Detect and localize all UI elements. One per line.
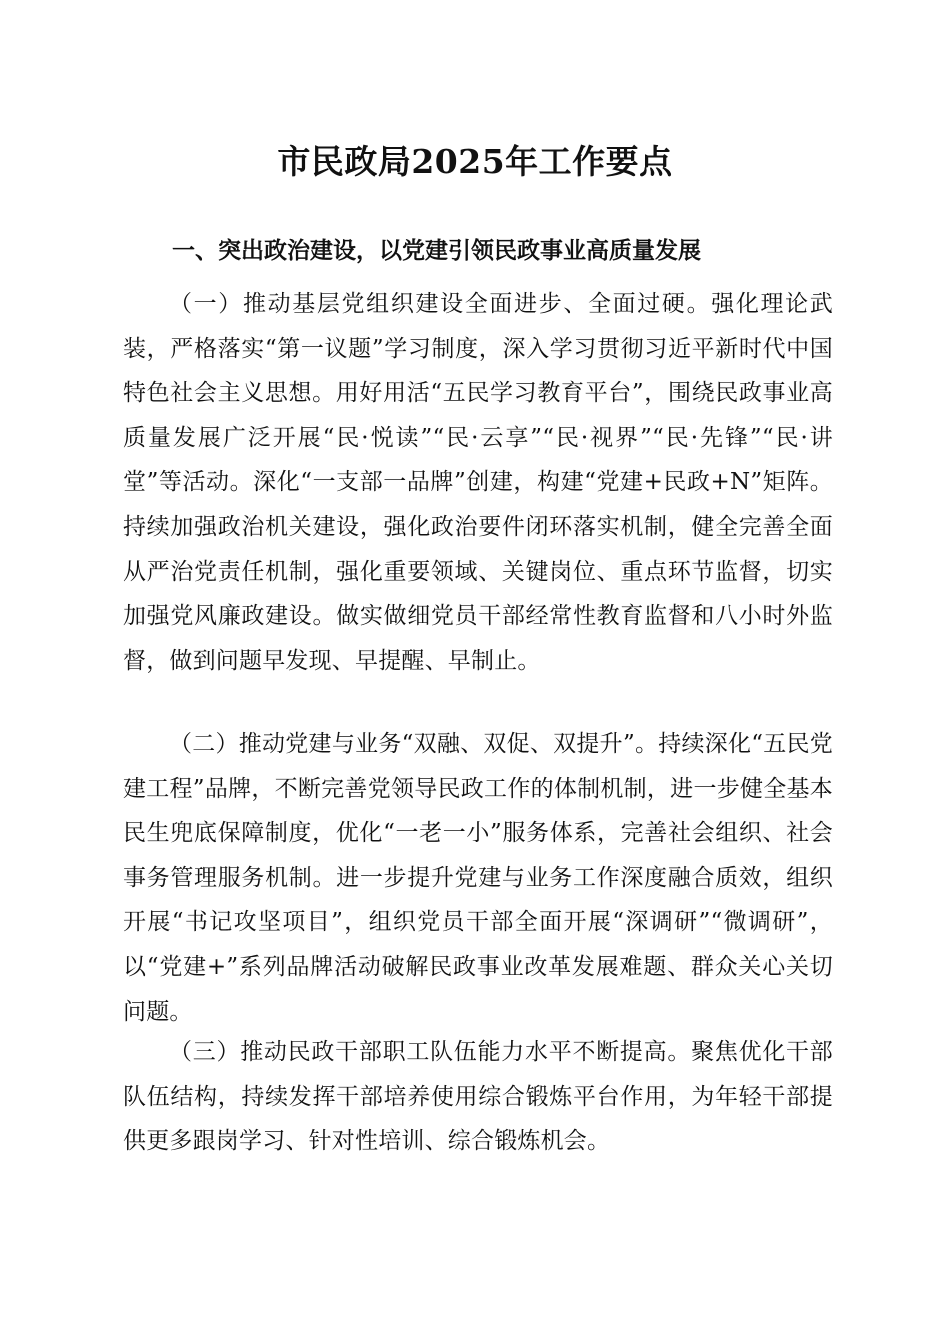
document-title: 市民政局2025年工作要点 — [277, 142, 673, 181]
paragraph-party-organization: （一）推动基层党组织建设全面进步、全面过硬。强化理论武装，严格落实“第一议题”学习制度，深入学习贯彻习近平新时代中国特色社会主义思想。用好用活“五民学习教育平台”，围绕民政事业高质量发展广泛开展“民·悦读”“民·云享”“民·视界”“民·先锋”“民·讲堂”等活动。深化“一支部一品牌”创建，构建“党建+民政+N”矩阵。持续加强政治机关建设，强化政治要件闭环落实机制，健全完善全面从严治党责任机制，强化重要领域、关键岗位、重点环节监督，切实加强党风廉政建设。做实做细党员干部经常性教育监督和八小时外监督，做到问题早发现、早提醒、早制止。 — [123, 291, 833, 674]
paragraph-party-business-integration: （二）推动党建与业务“双融、双促、双提升”。持续深化“五民党建工程”品牌，不断完善党领导民政工作的体制机制，进一步健全基本民生兜底保障制度，优化“一老一小”服务体系，完善社会组织、社会事务管理服务机制。进一步提升党建与业务工作深度融合质效，组织开展“书记攻坚项目”，组织党员干部全面开展“深调研”“微调研”，以“党建+”系列品牌活动破解民政事业改革发展难题、群众关心关切问题。 — [123, 731, 833, 1025]
section-heading: 一、突出政治建设，以党建引领民政事业高质量发展 — [172, 238, 701, 264]
paragraph-cadre-capacity: （三）推动民政干部职工队伍能力水平不断提高。聚焦优化干部队伍结构，持续发挥干部培养使用综合锻炼平台作用，为年轻干部提供更多跟岗学习、针对性培训、综合锻炼机会。 — [123, 1039, 833, 1155]
